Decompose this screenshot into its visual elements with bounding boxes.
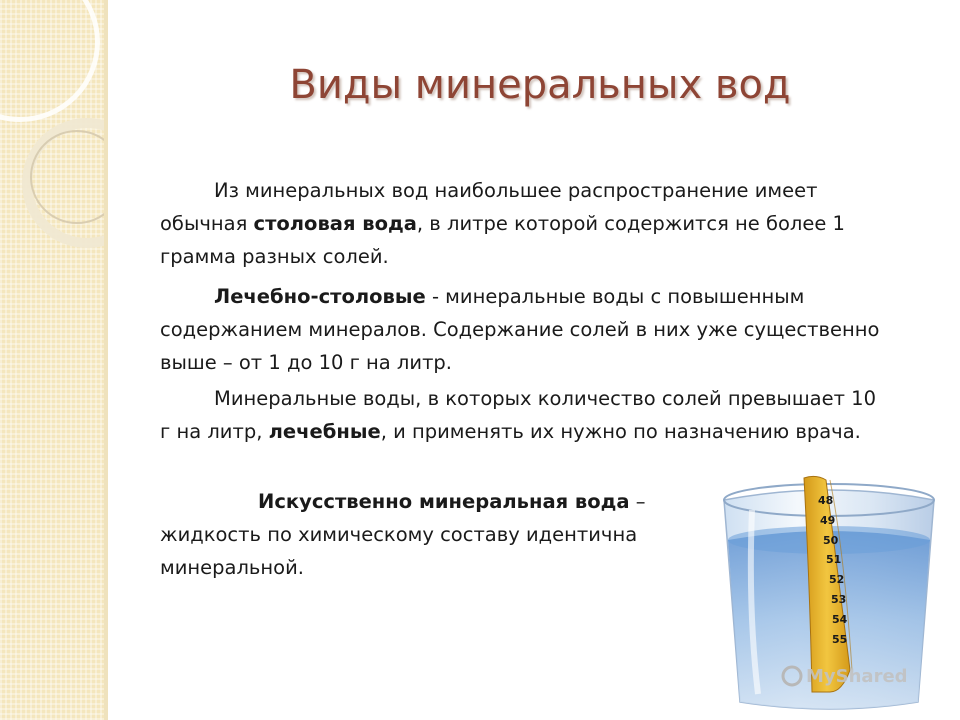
- paragraph-text: , и применять их нужно по назначению врача.: [380, 420, 861, 443]
- tape-number: 54: [832, 613, 848, 626]
- glass-of-water-with-measuring-tape-image: [712, 470, 946, 720]
- term-medical-table: Лечебно-столовые: [214, 285, 426, 308]
- paragraph-medical-table-water: [160, 280, 880, 379]
- paragraph-text: - минеральные воды с повышенным содержанием минералов. Содержание солей в них уже существенно выше – от 1 до 10 г на литр.: [160, 285, 880, 374]
- tape-number: 50: [823, 534, 839, 547]
- paragraph-artificial-water: [160, 485, 700, 584]
- decorative-side-band: [0, 0, 104, 720]
- tape-number: 52: [829, 573, 845, 586]
- tape-number: 55: [832, 633, 848, 646]
- term-table-water: столовая вода: [253, 212, 417, 235]
- paragraph-text: – жидкость по химическому составу идентична минеральной.: [160, 490, 646, 579]
- tape-number: 48: [818, 494, 834, 507]
- paragraph-text: Из минеральных вод наибольшее распространение имеет обычная: [160, 179, 818, 235]
- watermark-text: MyShared: [806, 666, 908, 687]
- term-artificial: Искусственно минеральная вода: [258, 490, 630, 513]
- tape-number: 53: [831, 593, 847, 606]
- paragraph-medical-water: [160, 382, 880, 448]
- term-medical: лечебные: [268, 420, 381, 443]
- tape-number: 49: [820, 514, 836, 527]
- decorative-divider: [104, 0, 108, 720]
- tape-number: 51: [826, 553, 842, 566]
- paragraph-text: Минеральные воды, в которых количество солей превышает 10 г на литр,: [160, 387, 876, 443]
- decorative-ring: [0, 0, 100, 122]
- paragraph-text: , в литре которой содержится не более 1 грамма разных солей.: [160, 212, 845, 268]
- paragraph-table-water: [160, 174, 880, 273]
- slide-title: Виды минеральных вод: [289, 62, 791, 108]
